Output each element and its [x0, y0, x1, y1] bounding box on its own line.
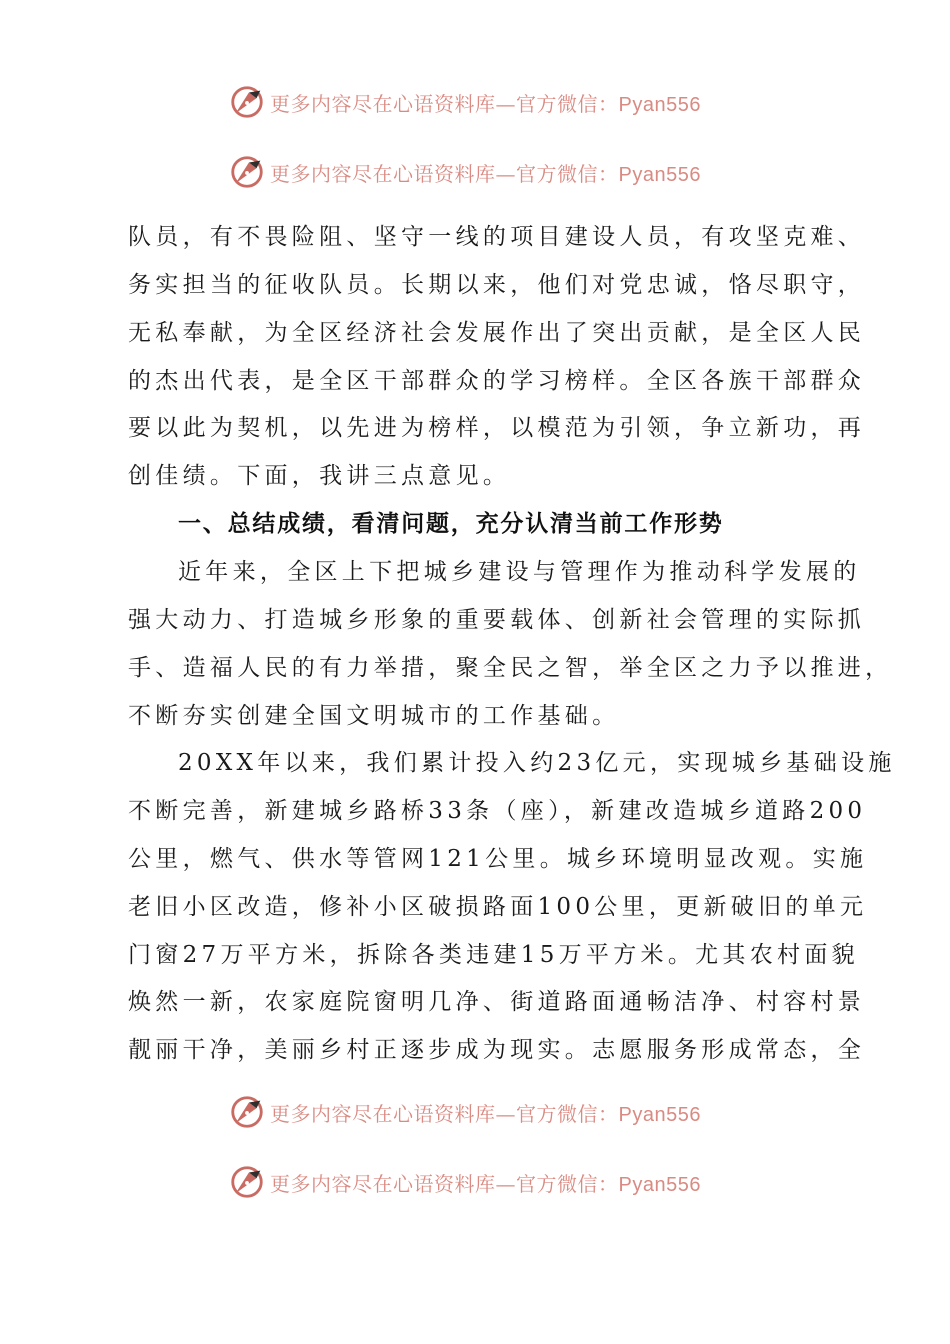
watermark-text — [270, 1098, 701, 1127]
watermark-en: Pyan556 — [618, 93, 701, 116]
paragraph-line: 要以此为契机，以先进为榜样，以模范为引领，争立新功，再 — [128, 415, 866, 441]
watermark-en: Pyan556 — [618, 163, 701, 186]
watermark-en: Pyan556 — [618, 1173, 701, 1196]
pen-nib-logo-icon — [228, 153, 266, 191]
paragraph-line: 老旧小区改造，修补小区破损路面100公里，更新破旧的单元 — [128, 894, 868, 920]
paragraph-line: 不断完善，新建城乡路桥33条（座），新建改造城乡道路200 — [128, 798, 867, 824]
paragraph-line: 队员，有不畏险阻、坚守一线的项目建设人员，有攻坚克难、 — [128, 224, 866, 250]
paragraph-line: 门窗27万平方米，拆除各类违建15万平方米。尤其农村面貌 — [128, 942, 859, 968]
paragraph-line: 创佳绩。下面，我讲三点意见。 — [128, 463, 511, 489]
paragraph-line: 手、造福人民的有力举措，聚全民之智，举全区之力予以推进， — [128, 655, 893, 681]
paragraph-line: 靓丽干净，美丽乡村正逐步成为现实。志愿服务形成常态，全 — [128, 1037, 866, 1063]
pen-nib-logo-icon — [228, 1093, 266, 1131]
paragraph-line: 近年来，全区上下把城乡建设与管理作为推动科学发展的 — [178, 559, 861, 585]
watermark-text — [270, 88, 701, 117]
pen-nib-logo-icon — [228, 83, 266, 121]
watermark-text — [270, 158, 701, 187]
watermark-cn: 更多内容尽在心语资料库—官方微信： — [270, 1101, 619, 1126]
watermark-cn: 更多内容尽在心语资料库—官方微信： — [270, 1171, 619, 1196]
watermark-cn: 更多内容尽在心语资料库—官方微信： — [270, 91, 619, 116]
watermark-en: Pyan556 — [618, 1103, 701, 1126]
paragraph-line: 公里，燃气、供水等管网121公里。城乡环境明显改观。实施 — [128, 846, 868, 872]
paragraph-line: 不断夯实创建全国文明城市的工作基础。 — [128, 703, 620, 729]
watermark-banner — [228, 82, 728, 122]
paragraph-line: 20XX年以来，我们累计投入约23亿元，实现城乡基础设施 — [178, 750, 896, 776]
paragraph-line: 无私奉献，为全区经济社会发展作出了突出贡献，是全区人民 — [128, 320, 866, 346]
pen-nib-logo-icon — [228, 1163, 266, 1201]
paragraph-line: 焕然一新，农家庭院窗明几净、街道路面通畅洁净、村容村景 — [128, 989, 866, 1015]
watermark-cn: 更多内容尽在心语资料库—官方微信： — [270, 161, 619, 186]
paragraph-line: 的杰出代表，是全区干部群众的学习榜样。全区各族干部群众 — [128, 368, 866, 394]
watermark-banner — [228, 1092, 728, 1132]
section-heading: 一、总结成绩，看清问题，充分认清当前工作形势 — [178, 511, 724, 537]
watermark-text — [270, 1168, 701, 1197]
watermark-banner — [228, 1162, 728, 1202]
paragraph-line: 务实担当的征收队员。长期以来，他们对党忠诚，恪尽职守， — [128, 272, 866, 298]
paragraph-line: 强大动力、打造城乡形象的重要载体、创新社会管理的实际抓 — [128, 607, 866, 633]
watermark-banner — [228, 152, 728, 192]
